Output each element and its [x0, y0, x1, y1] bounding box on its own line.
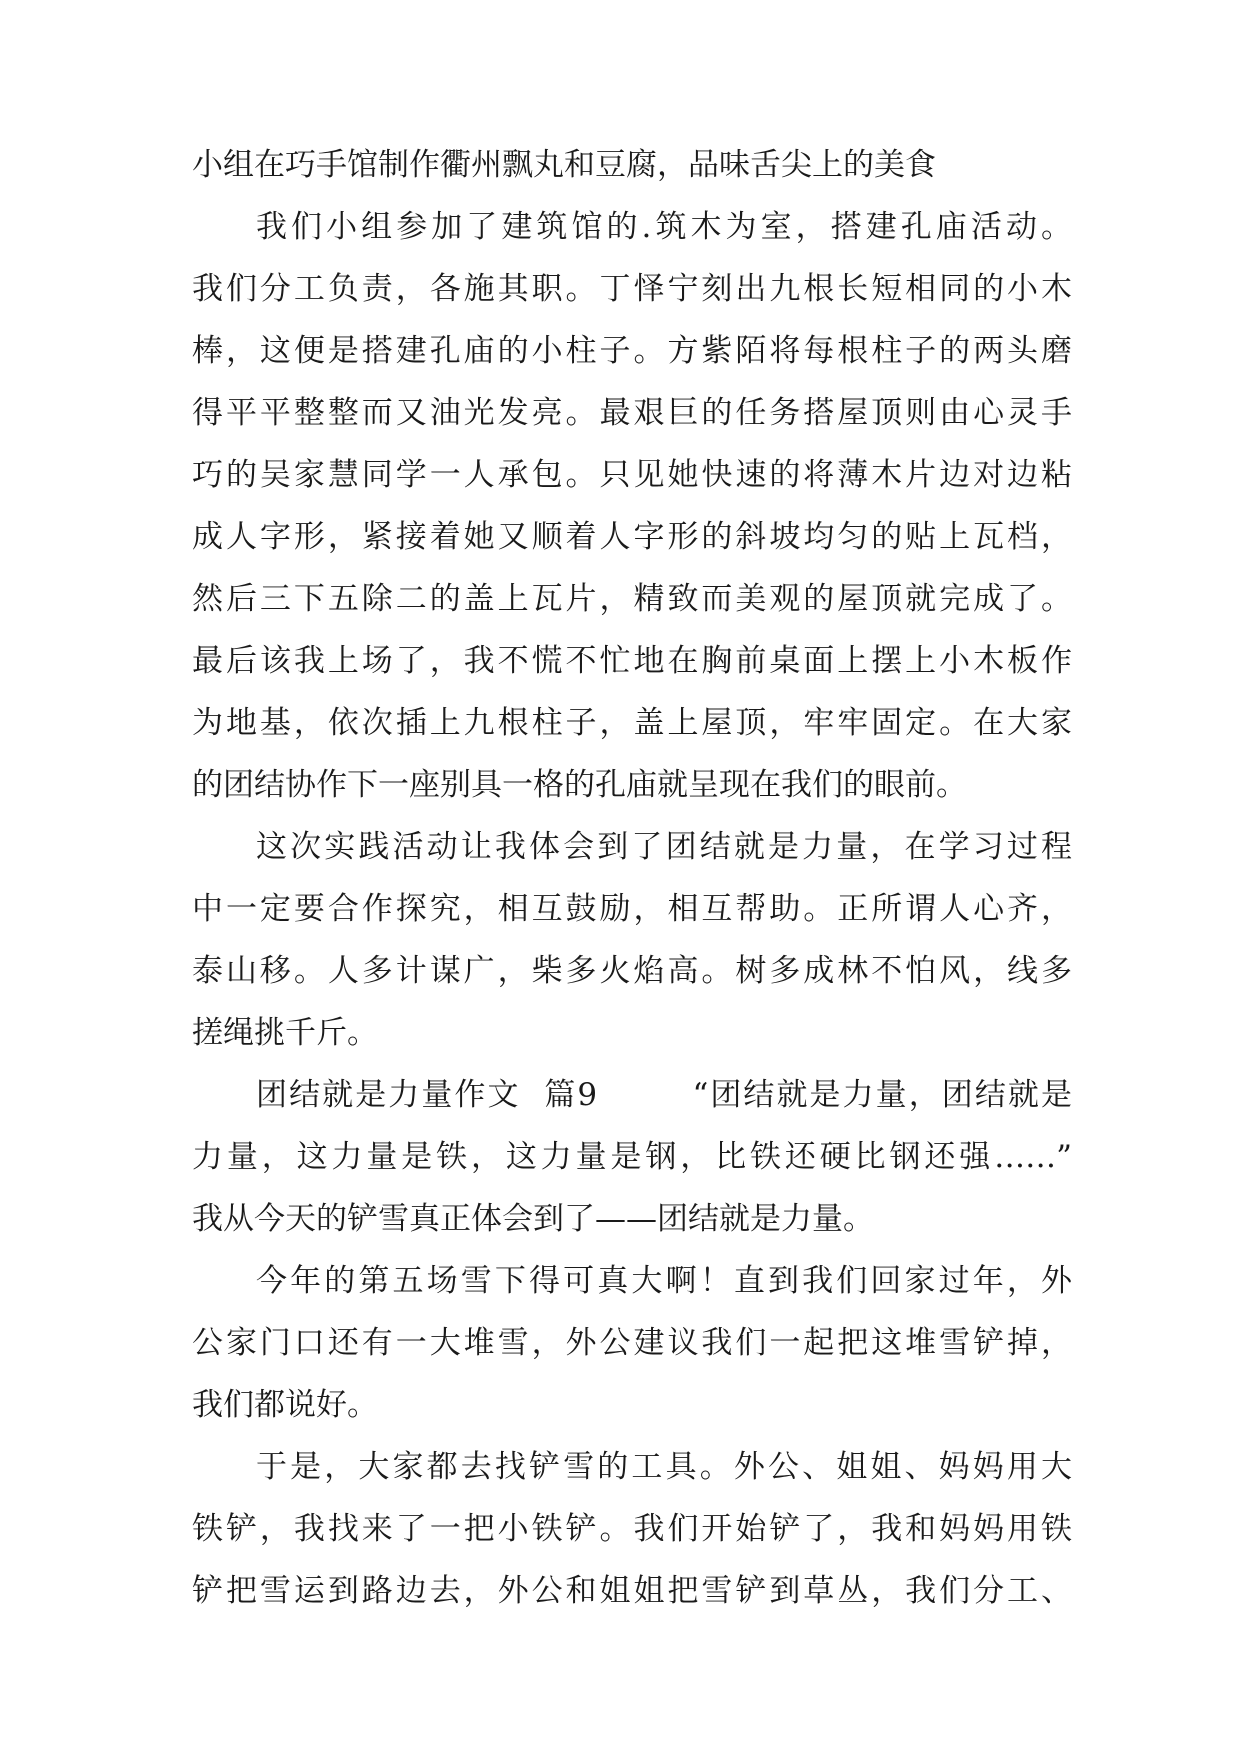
text-line: 铁铲，我找来了一把小铁铲。我们开始铲了，我和妈妈用铁	[192, 1511, 1072, 1547]
text-line: 这次实践活动让我体会到了团结就是力量，在学习过程	[256, 829, 1072, 865]
text-line: 为地基，依次插上九根柱子，盖上屋顶，牢牢固定。在大家	[192, 705, 1072, 741]
text-line: 于是，大家都去找铲雪的工具。外公、姐姐、妈妈用大	[256, 1449, 1072, 1485]
text-line: 我们小组参加了建筑馆的.筑木为室，搭建孔庙活动。	[256, 209, 1072, 245]
text-line: 成人字形，紧接着她又顺着人字形的斜坡均匀的贴上瓦档，	[192, 519, 1072, 555]
text-line: 力量，这力量是铁，这力量是钢，比铁还硬比钢还强……”	[192, 1139, 1072, 1175]
text-line: 的团结协作下一座别具一格的孔庙就呈现在我们的眼前。	[192, 767, 967, 803]
text-line: 我从今天的铲雪真正体会到了——团结就是力量。	[192, 1201, 874, 1237]
text-line: 我们都说好。	[192, 1387, 378, 1423]
text-line: 中一定要合作探究，相互鼓励，相互帮助。正所谓人心齐，	[192, 891, 1072, 927]
text-line: 搓绳挑千斤。	[192, 1015, 378, 1051]
text-line: 铲把雪运到路边去，外公和姐姐把雪铲到草丛，我们分工、	[192, 1573, 1072, 1609]
text-line: 得平平整整而又油光发亮。最艰巨的任务搭屋顶则由心灵手	[192, 395, 1072, 431]
text-line: 巧的吴家慧同学一人承包。只见她快速的将薄木片边对边粘	[192, 457, 1072, 493]
text-line: 棒，这便是搭建孔庙的小柱子。方紫陌将每根柱子的两头磨	[192, 333, 1072, 369]
text-line: 然后三下五除二的盖上瓦片，精致而美观的屋顶就完成了。	[192, 581, 1072, 617]
text-line: 我们分工负责，各施其职。丁怿宁刻出九根长短相同的小木	[192, 271, 1072, 307]
text-line: 泰山移。人多计谋广，柴多火焰高。树多成林不怕风，线多	[192, 953, 1072, 989]
text-line: 公家门口还有一大堆雪，外公建议我们一起把这堆雪铲掉，	[192, 1325, 1072, 1361]
text-line: 今年的第五场雪下得可真大啊！直到我们回家过年，外	[256, 1263, 1072, 1299]
text-line: 小组在巧手馆制作衢州飘丸和豆腐，品味舌尖上的美食	[192, 147, 936, 183]
text-line: 最后该我上场了，我不慌不忙地在胸前桌面上摆上小木板作	[192, 643, 1072, 679]
text-line: 团结就是力量作文 篇9 “团结就是力量，团结就是	[256, 1077, 1072, 1113]
